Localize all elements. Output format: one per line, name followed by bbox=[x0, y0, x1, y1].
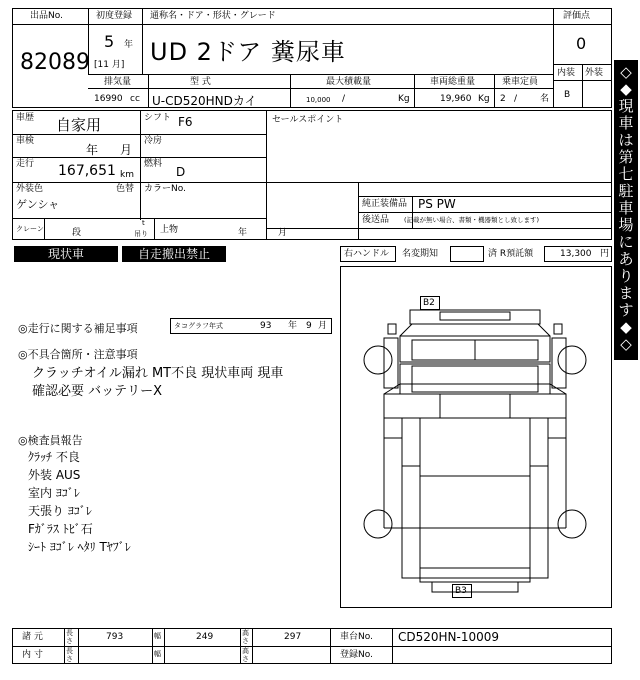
gross-weight-label: 車両総重量 bbox=[430, 77, 476, 87]
model-label: 型 式 bbox=[190, 77, 211, 87]
fuel-label: 燃料 bbox=[144, 159, 163, 169]
crane-dan: 段 bbox=[72, 228, 82, 238]
length-label: 長さ bbox=[66, 629, 73, 645]
banner-char: 駐 bbox=[618, 182, 634, 200]
self-drive-ban-bar: 自走搬出禁止 bbox=[122, 246, 226, 262]
inner-label: 内 寸 bbox=[22, 650, 43, 660]
history-label: 車歴 bbox=[16, 113, 35, 123]
height-value: 297 bbox=[284, 632, 302, 642]
displacement-unit: cc bbox=[130, 94, 140, 104]
inspection-year: 年 bbox=[86, 143, 99, 157]
marker-b2-label: B2 bbox=[423, 298, 435, 308]
tacho-year-unit: 年 bbox=[288, 321, 298, 331]
interior-label: 内装 bbox=[557, 68, 576, 78]
mileage-label: 走行 bbox=[16, 159, 35, 169]
length-value: 793 bbox=[106, 632, 124, 642]
capacity-slash: / bbox=[514, 94, 518, 104]
displacement-label: 排気量 bbox=[104, 77, 132, 87]
ext-color-value: ゲンシャ bbox=[16, 198, 60, 211]
mileage-unit: km bbox=[120, 170, 134, 180]
reg-label: 登録No. bbox=[340, 650, 373, 660]
width-label-inner: 幅 bbox=[154, 650, 161, 658]
truck-diagram bbox=[340, 266, 612, 608]
genuine-equipment-value: PS PW bbox=[418, 197, 456, 211]
inspection-month: 月 bbox=[120, 143, 133, 157]
banner-char: り bbox=[618, 267, 634, 285]
max-load-unit: Kg bbox=[398, 94, 410, 104]
banner-char: 場 bbox=[618, 216, 634, 234]
lot-no-label: 出品No. bbox=[30, 11, 63, 21]
marker-b3-label: B3 bbox=[455, 586, 467, 596]
defects-line-1: クラッチオイル漏れ MT不良 現状車両 現車 bbox=[32, 366, 284, 381]
rating-label: 評価点 bbox=[563, 11, 591, 21]
name-label: 通称名・ドア・形状・グレード bbox=[150, 11, 276, 21]
banner-char: 車 bbox=[618, 114, 634, 132]
max-load-slash: / bbox=[342, 94, 346, 104]
banner-char: 七 bbox=[618, 165, 634, 183]
vehicle-name: UD 2ドア 糞尿車 bbox=[150, 38, 346, 66]
year-unit: 年 bbox=[124, 40, 134, 50]
first-reg-label: 初度登録 bbox=[96, 11, 133, 21]
tacho-label: タコグラフ年式 bbox=[174, 322, 223, 330]
capacity: 2 bbox=[500, 94, 506, 104]
history-value: 自家用 bbox=[56, 116, 102, 134]
height-label-inner: 高さ bbox=[242, 647, 249, 663]
chassis-label: 車台No. bbox=[340, 632, 373, 642]
genuine-equipment-label: 純正装備品 bbox=[362, 199, 408, 209]
upper-year: 年 bbox=[238, 228, 248, 238]
banner-char: ◆ bbox=[620, 80, 632, 98]
inspector-item: 外装 AUS bbox=[28, 468, 81, 482]
gross-weight-unit: Kg bbox=[478, 94, 490, 104]
exterior-label: 外装 bbox=[585, 68, 604, 78]
inspector-title: ◎検査員報告 bbox=[18, 434, 83, 447]
banner-char: は bbox=[618, 131, 634, 149]
color-number-label: カラーNo. bbox=[144, 184, 186, 194]
name-change-box bbox=[450, 246, 484, 262]
year-num: 5 bbox=[104, 32, 115, 51]
chassis-value: CD520HN-10009 bbox=[398, 630, 500, 644]
recycle-label: 済 R預託額 bbox=[488, 249, 534, 259]
width-value: 249 bbox=[196, 632, 214, 642]
banner-char: ◇ bbox=[620, 335, 632, 353]
banner-char: す bbox=[618, 301, 634, 319]
crane-tsuri: 吊り bbox=[134, 230, 148, 238]
handle-value: 右ハンドル bbox=[344, 249, 390, 259]
rating-value: 0 bbox=[576, 34, 587, 53]
tacho-month-unit: 月 bbox=[318, 321, 328, 331]
inspector-item: 天張り ﾖｺﾞﾚ bbox=[28, 504, 92, 518]
inspector-list bbox=[28, 448, 131, 556]
after-market-label: 後送品 bbox=[362, 215, 390, 225]
inspector-item: ｼｰﾄ ﾖｺﾞﾚ ﾍﾀﾘ Tﾔﾌﾞﾚ bbox=[28, 540, 131, 554]
tacho-year: 93 bbox=[260, 321, 272, 331]
lot-number: 82089 bbox=[20, 50, 90, 75]
ac-label: 冷房 bbox=[144, 136, 163, 146]
current-state-bar: 現状車 bbox=[14, 246, 118, 262]
after-market-note: (記載が無い場合、書類・機器類とし致します) bbox=[404, 216, 540, 224]
width-label: 幅 bbox=[154, 632, 161, 640]
banner-char: ま bbox=[618, 284, 634, 302]
crane-label: クレーン bbox=[16, 225, 44, 233]
inspector-item: ｸﾗｯﾁ 不良 bbox=[28, 450, 80, 464]
shift-label: シフト bbox=[144, 113, 172, 123]
banner-char: 車 bbox=[618, 199, 634, 217]
name-change-label: 名変期知 bbox=[402, 249, 439, 259]
interior-grade: B bbox=[564, 90, 571, 100]
gross-weight: 19,960 bbox=[440, 94, 472, 104]
upper-month: 月 bbox=[278, 228, 288, 238]
fuel-value: D bbox=[176, 165, 186, 179]
banner-char: あ bbox=[618, 250, 634, 268]
max-load: 10,000 bbox=[306, 96, 331, 104]
upper-label: 上物 bbox=[160, 225, 179, 235]
banner-char: に bbox=[618, 233, 634, 251]
mileage-value: 167,651 bbox=[58, 163, 116, 179]
banner-char: 第 bbox=[618, 148, 634, 166]
ext-color-label: 外装色 bbox=[16, 184, 44, 194]
defects-title: ◎不具合箇所・注意事項 bbox=[18, 348, 138, 361]
side-banner bbox=[614, 60, 638, 360]
max-load-label: 最大積載量 bbox=[326, 77, 372, 87]
length-label-inner: 長さ bbox=[66, 647, 73, 663]
capacity-label: 乗車定員 bbox=[502, 77, 539, 87]
defects-line-2: 確認必要 バッテリーX bbox=[32, 384, 163, 399]
crane-t: t bbox=[142, 219, 145, 227]
displacement: 16990 bbox=[94, 94, 123, 104]
tacho-month: 9 bbox=[306, 321, 312, 331]
model-value: U-CD520HNDカイ bbox=[152, 94, 257, 108]
capacity-unit: 名 bbox=[540, 94, 550, 104]
color-change-label: 色替 bbox=[116, 184, 135, 194]
inspector-item: 室内 ﾖｺﾞﾚ bbox=[28, 486, 80, 500]
recycle-amount: 13,300 bbox=[560, 249, 592, 259]
shift-value: F6 bbox=[178, 115, 193, 129]
banner-char: ◇ bbox=[620, 63, 632, 81]
banner-char: 現 bbox=[618, 97, 634, 115]
sales-point-label: セールスポイント bbox=[272, 115, 344, 125]
inspection-label: 車検 bbox=[16, 136, 35, 146]
month-bracket: [11 月] bbox=[94, 60, 125, 70]
dims-label: 諸 元 bbox=[22, 632, 43, 642]
recycle-unit: 円 bbox=[600, 249, 610, 259]
driving-title: ◎走行に関する補足事項 bbox=[18, 322, 138, 335]
height-label: 高さ bbox=[242, 629, 249, 645]
inspector-item: Fｶﾞﾗｽ ﾄﾋﾞ石 bbox=[28, 522, 93, 536]
banner-char: ◆ bbox=[620, 318, 632, 336]
